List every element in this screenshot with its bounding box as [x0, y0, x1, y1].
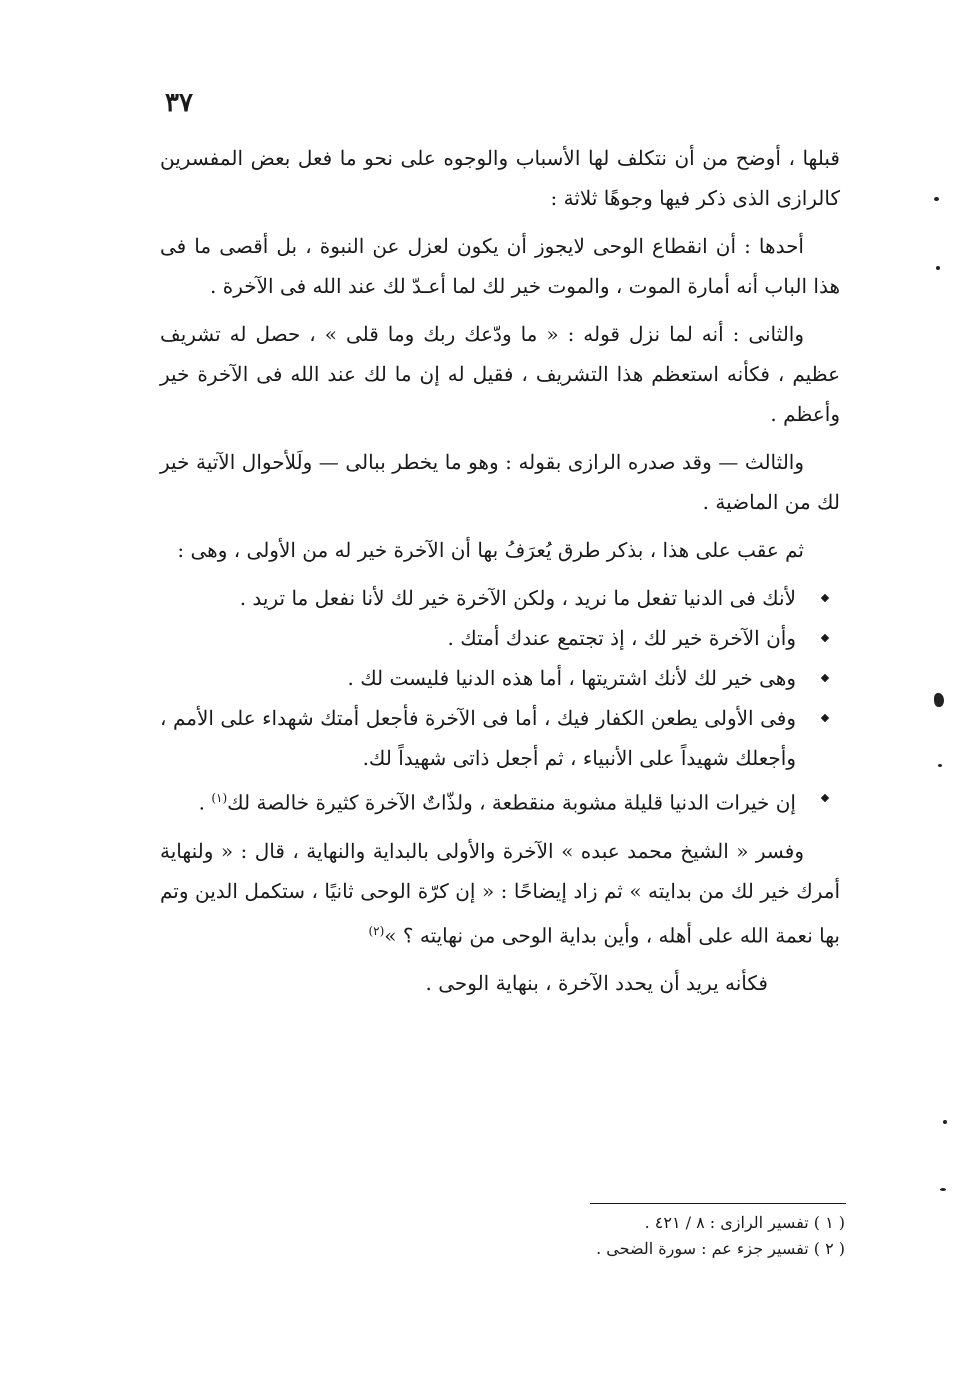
list-item — [160, 698, 796, 778]
footnote-ref-1[interactable]: (١) — [211, 791, 228, 805]
bullet-icon — [821, 794, 829, 802]
list-item-text: وهى خير لك لأنك اشتريتها ، أما هذه الدنيا فليست لك . — [347, 666, 796, 690]
margin-speck — [943, 1120, 947, 1124]
footnote-2: ( ٢ ) تفسير جزء عم : سورة الضحى . — [596, 1239, 845, 1258]
point-2-paragraph: والثانى : أنه لما نزل قوله : « ما ودّعك ربك وما قلى » ، حصل له تشريف عظيم ، فكأنه استعظم هذا التشريف ، فقيل له إن ما لك عند الله فى الآخرة خير وأعظم . — [160, 322, 840, 426]
bullets-intro-paragraph: ثم عقب على هذا ، بذكر طرق يُعرَفُ بها أن الآخرة خير له من الأولى ، وهى : — [177, 538, 804, 562]
footnote-ref-2[interactable]: (٢) — [368, 923, 385, 938]
bullet-icon — [821, 594, 829, 602]
point-3-paragraph: والثالث — وقد صدره الرازى بقوله : وهو ما يخطر ببالى — ولَلأحوال الآتية خير لك من الماضية . — [160, 450, 840, 514]
margin-speck — [938, 764, 942, 767]
list-item — [160, 778, 796, 823]
list-item-text: لأنك فى الدنيا تفعل ما نريد ، ولكن الآخرة خير لك لأنا نفعل ما تريد . — [239, 586, 796, 610]
list-item — [160, 618, 796, 658]
margin-speck — [934, 197, 939, 201]
point-1-paragraph: أحدها : أن انقطاع الوحى لايجوز أن يكون لعزل عن النبوة ، بل أقصى ما فى هذا الباب أنه أمارة الموت ، والموت خير لك لما أعـدّ لك عند الله فى الآخرة . — [160, 234, 840, 298]
list-item-text: وفى الأولى يطعن الكفار فيك ، أما فى الآخرة فأجعل أمتك شهداء على الأمم ، وأجعلك شهيداً على الأنبياء ، ثم أجعل ذاتى شهيداً لك. — [160, 706, 796, 770]
margin-speck — [936, 266, 940, 270]
margin-ink-blot — [934, 693, 944, 707]
abduh-text: وفسر « الشيخ محمد عبده » الآخرة والأولى بالبداية والنهاية ، قال : « ولنهاية أمرك خير لك من بدايته » ثم زاد إيضاحًا : « إن كرّة الوحى ثانيًا ، ستكمل الدين وتم بها نعمة الله على أهله ، وأين بداية الوحى من نهايته ؟ » — [160, 838, 840, 948]
ways-list — [160, 578, 840, 823]
bullet-icon — [821, 634, 829, 642]
footnote-divider — [590, 1203, 846, 1204]
closing-paragraph: فكأنه يريد أن يحدد الآخرة ، بنهاية الوحى . — [425, 971, 768, 996]
footnote-1: ( ١ ) تفسير الرازى : ٨ / ٤٢١ . — [644, 1213, 845, 1232]
list-item-text: إن خيرات الدنيا قليلة مشوبة منقطعة ، ولذّاتٌ الآخرة كثيرة خالصة لك — [227, 790, 796, 815]
footnotes — [400, 1210, 845, 1262]
list-item — [160, 578, 796, 618]
bullet-icon — [821, 714, 829, 722]
page-number: ٣٧ — [165, 88, 193, 118]
list-item-text: وأن الآخرة خير لك ، إذ تجتمع عندك أمتك . — [447, 626, 796, 650]
main-text — [160, 138, 840, 1011]
intro-paragraph: قبلها ، أوضح من أن نتكلف لها الأسباب والوجوه على نحو ما فعل بعض المفسرين كالرازى الذى ذكر فيها وجوهًا ثلاثة : — [160, 146, 840, 210]
list-item — [160, 658, 796, 698]
abduh-paragraph — [160, 831, 840, 956]
margin-speck — [940, 1188, 946, 1191]
bullet-icon — [821, 674, 829, 682]
list-item-end: . — [198, 790, 212, 815]
